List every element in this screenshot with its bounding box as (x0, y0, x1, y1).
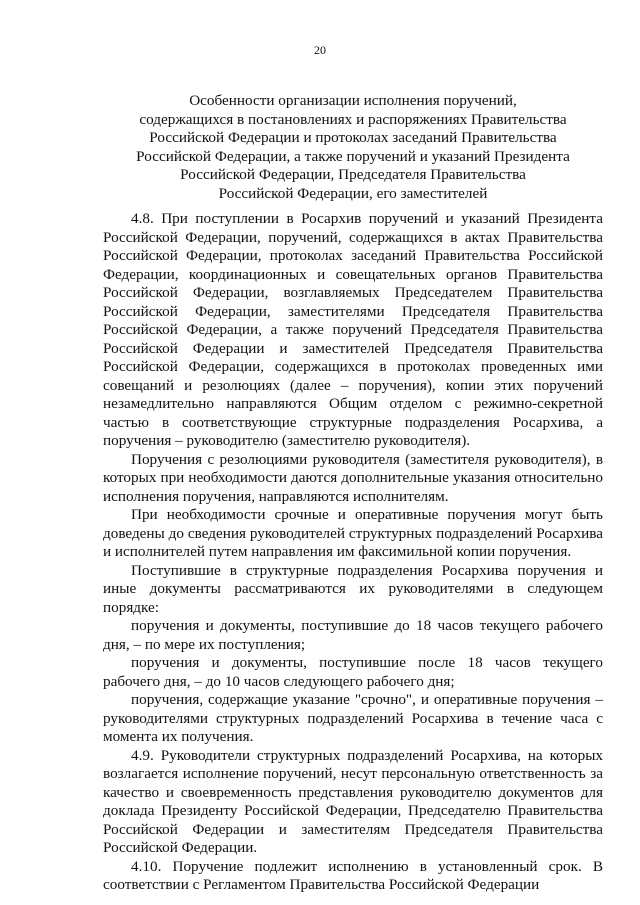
heading-line: Российской Федерации, его заместителей (218, 184, 488, 202)
heading-line: Особенности организации исполнения поручений, (189, 92, 517, 109)
paragraph-4-9: 4.9. Руководители структурных подразделений Росархива, на которых возлагается исполнение поручений, несут персональную ответственность за качество и своевременность представления руководителю документов для доклада Президенту Российской Федерации, Председателю Правительства Российской Федерации и заместителям Председателя Правительства Российской Федерации. (103, 746, 603, 856)
paragraph-after-18: поручения и документы, поступившие после 18 часов текущего рабочего дня, – до 10 часов следующего рабочего дня; (103, 654, 603, 690)
paragraph-urgent-hour: поручения, содержащие указание "срочно", и оперативные поручения – руководителями структурных подразделений Росархива в течение часа с момента их получения. (103, 691, 603, 745)
paragraph-review-order: Поступившие в структурные подразделения Росархива поручения и иные документы рассматриваются их руководителями в следующем порядке: (103, 561, 603, 616)
heading-line: Российской Федерации, а также поручений и указаний Президента (136, 147, 570, 165)
document-body (103, 210, 603, 895)
heading-line: Российской Федерации и протоколах заседаний Правительства (149, 129, 557, 147)
paragraph-4-8: 4.8. При поступлении в Росархив поручений и указаний Президента Российской Федерации, поручений, содержащихся в актах Правительства Российской Федерации, протоколах заседаний Правительства Российской Федерации, координационных и совещательных органов Правительства Российской Федерации, возглавляемых Председателем Правительства Российской Федерации, заместителями Председателя Правительства Российской Федерации, а также поручений Председателя Правительства Российской Федерации и заместителей Председателя Правительства Российской Федерации, содержащихся в протоколах проведенных ими совещаний и резолюциях (далее – поручения), копии этих поручений незамедлительно направляются Общим отделом с режимно-секретной частью в соответствующие структурные подразделения Росархива, а поручения – руководителю (заместителю руководителя). (103, 210, 603, 449)
paragraph-resolutions: Поручения с резолюциями руководителя (заместителя руководителя), в которых при необходимости даются дополнительные указания относительно исполнения поручения, направляются исполнителям. (103, 450, 603, 505)
page-number: 20 (314, 43, 326, 57)
heading-line: Российской Федерации, Председателя Правительства (180, 166, 526, 184)
section-heading (103, 92, 603, 204)
paragraph-before-18: поручения и документы, поступившие до 18 часов текущего рабочего дня, – по мере их поступления; (103, 617, 603, 653)
heading-line: содержащихся в постановлениях и распоряжениях Правительства (139, 110, 567, 128)
paragraph-urgent-fax: При необходимости срочные и оперативные поручения могут быть доведены до сведения руководителей структурных подразделений Росархива и исполнителей путем направления им факсимильной копии поручения. (103, 506, 603, 560)
paragraph-4-10: 4.10. Поручение подлежит исполнению в установленный срок. В соответствии с Регламентом Правительства Российской Федерации (103, 857, 603, 893)
